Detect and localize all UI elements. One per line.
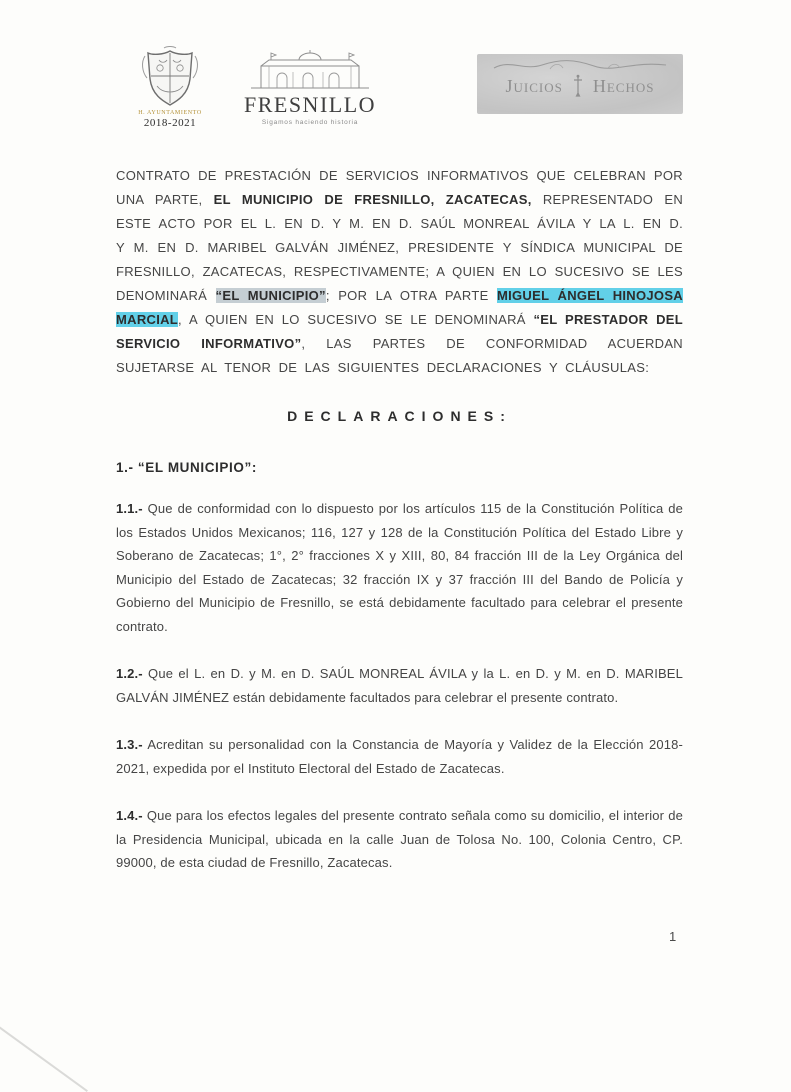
clause-1-2-number: 1.2.- [116, 666, 143, 681]
clause-1-1-number: 1.1.- [116, 501, 143, 516]
intro-prestador-servicio-bold: “EL PRESTADOR DEL SERVICIO INFORMATIVO” [116, 312, 683, 351]
clause-1-2-text: Que el L. en D. y M. en D. SAÚL MONREAL ÁVILA y la L. en D. y M. en D. MARIBEL GALVÁN JIMÉNEZ están debidamente facultados para celebrar el presente contrato. [116, 666, 683, 705]
clause-1-1-text: Que de conformidad con lo dispuesto por los artículos 115 de la Constitución Política de los Estados Unidos Mexicanos; 116, 127 y 128 de la Constitución Política del Estado Libre y Soberano de Zacatecas; 1°, 2° fracciones X y XIII, 80, 84 fracción III de la Ley Orgánica del Municipio del Estado de Zacatecas; 32 fracción IX y 37 fracción III del Bando de Policía y Gobierno del Municipio de Fresnillo, se está debidamente facultado para celebrar el presente contrato. [116, 501, 683, 634]
highlight-el-municipio: “EL MUNICIPIO” [215, 288, 326, 303]
section-1-el-municipio-heading: 1.- “EL MUNICIPIO”: [116, 460, 257, 475]
crest-ayuntamiento-label: H. AYUNTAMIENTO [138, 110, 202, 116]
intro-segment: , A QUIEN EN LO SUCESIVO SE LE DENOMINARÁ [178, 312, 534, 327]
stamp-script-flourish-icon [490, 57, 670, 73]
highlight-prestador-name: MIGUEL ÁNGEL HINOJOSA MARCIAL [116, 288, 683, 327]
clause-1-3-number: 1.3.- [116, 737, 143, 752]
stamp-title-row [487, 74, 673, 98]
fresnillo-logo-tagline: Sigamos haciendo historia [261, 119, 359, 126]
contract-intro-paragraph [116, 164, 683, 380]
fresnillo-logo [228, 50, 392, 126]
declaraciones-heading: DECLARACIONES: [287, 408, 512, 424]
clause-1-2 [116, 662, 683, 709]
intro-municipio-fresnillo-bold: EL MUNICIPIO DE FRESNILLO, ZACATECAS, [213, 192, 532, 207]
fresnillo-building-icon [247, 50, 373, 90]
contract-body [116, 164, 683, 899]
juicios-hechos-stamp [477, 54, 683, 114]
intro-segment: , LAS PARTES DE CONFORMIDAD ACUERDAN SUJETARSE AL TENOR DE LAS SIGUIENTES DECLARACIONES Y CLÁUSULAS: [116, 336, 683, 375]
clause-1-4-number: 1.4.- [116, 808, 143, 823]
stamp-word-juicios: Juicios [505, 75, 563, 96]
stamp-word-hechos: Hechos [592, 75, 655, 96]
intro-segment: REPRESENTADO EN ESTE ACTO POR EL L. EN D. Y M. EN D. SAÚL MONREAL ÁVILA Y LA L. EN D. Y M. EN D. MARIBEL GALVÁN JIMÉNEZ, PRESIDENTE Y SÍNDICA MUNICIPAL DE FRESNILLO, ZACATECAS, RESPECTIVAMENTE; A QUIEN EN LO SUCESIVO SE LES DENOMINARÁ [116, 192, 684, 303]
page-number: 1 [669, 929, 677, 944]
intro-segment: ; POR LA OTRA PARTE [325, 288, 497, 303]
municipal-crest-logo [128, 46, 212, 129]
clause-1-4 [116, 804, 683, 875]
clause-1-3 [116, 733, 683, 780]
stamp-sword-icon [573, 74, 583, 98]
clause-1-1 [116, 497, 683, 638]
clause-1-3-text: Acreditan su personalidad con la Constancia de Mayoría y Validez de la Elección 2018-2021, expedida por el Instituto Electoral del Estado de Zacatecas. [116, 737, 683, 776]
clause-1-4-text: Que para los efectos legales del presente contrato señala como su domicilio, el interior de la Presidencia Municipal, ubicada en la calle Juan de Tolosa No. 100, Colonia Centro, CP. 99000, de esta ciudad de Fresnillo, Zacatecas. [116, 808, 683, 870]
crest-years-label: 2018-2021 [143, 117, 197, 129]
fresnillo-logo-name: FRESNILLO [243, 92, 377, 117]
crest-shield-icon [139, 46, 201, 108]
scan-artifact-line [0, 1002, 88, 1092]
intro-segment: CONTRATO DE PRESTACIÓN DE SERVICIOS INFORMATIVOS QUE CELEBRAN POR UNA PARTE, [116, 168, 683, 207]
